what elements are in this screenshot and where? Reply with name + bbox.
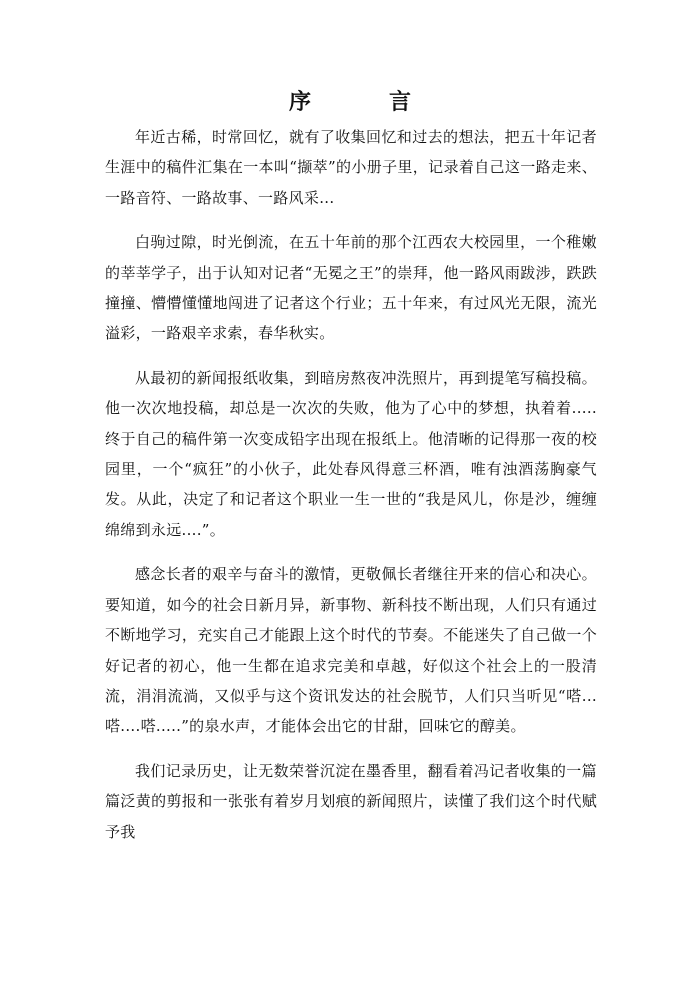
paragraph-5: 我们记录历史，让无数荣誉沉淀在墨香里，翻看着冯记者收集的一篇篇泛黄的剪报和一张张有着岁月划痕的新闻照片，读懂了我们这个时代赋予我 xyxy=(105,761,597,841)
paragraph-2: 白驹过隙，时光倒流，在五十年前的那个江西农大校园里，一个稚嫩的莘莘学子，出于认知对记者“无冕之王”的崇拜，他一路风雨跋涉，跌跌撞撞、懵懵懂懂地闯进了记者这个行业；五十年来，有过风光无限，流光溢彩，一路艰辛求索，春华秋实。 xyxy=(105,233,597,343)
paragraph-3: 从最初的新闻报纸收集，到暗房熬夜冲洗照片，再到提笔写稿投稿。他一次次地投稿，却总是一次次的失败，他为了心中的梦想，执着着.....终于自己的稿件第一次变成铅字出现在报纸上。他清晰的记得那一夜的校园里，一个“疯狂”的小伙子，此处春风得意三杯酒，唯有浊酒荡胸豪气发。从此，决定了和记者这个职业一生一世的“我是风儿，你是沙，缠缠绵绵到永远....”。 xyxy=(105,368,597,539)
body-text xyxy=(105,122,597,861)
paragraph-1: 年近古稀，时常回忆，就有了收集回忆和过去的想法，把五十年记者生涯中的稿件汇集在一本叫“撷萃”的小册子里，记录着自己这一路走来、一路音符、一路故事、一路风采... xyxy=(105,128,597,207)
paragraph-4: 感念长者的艰辛与奋斗的激情，更敬佩长者继往开来的信心和决心。要知道，如今的社会日新月异，新事物、新科技不断出现，人们只有通过不断地学习，充实自己才能跟上这个时代的节奏。不能迷失了自己做一个好记者的初心，他一生都在追求完美和卓越，好似这个社会上的一股清流，涓涓流淌，又似乎与这个资讯发达的社会脱节，人们只当听见“嗒...嗒....嗒.....”的泉水声，才能体会出它的甘甜，回味它的醇美。 xyxy=(105,565,597,736)
page-title: 序 言 xyxy=(288,89,439,115)
